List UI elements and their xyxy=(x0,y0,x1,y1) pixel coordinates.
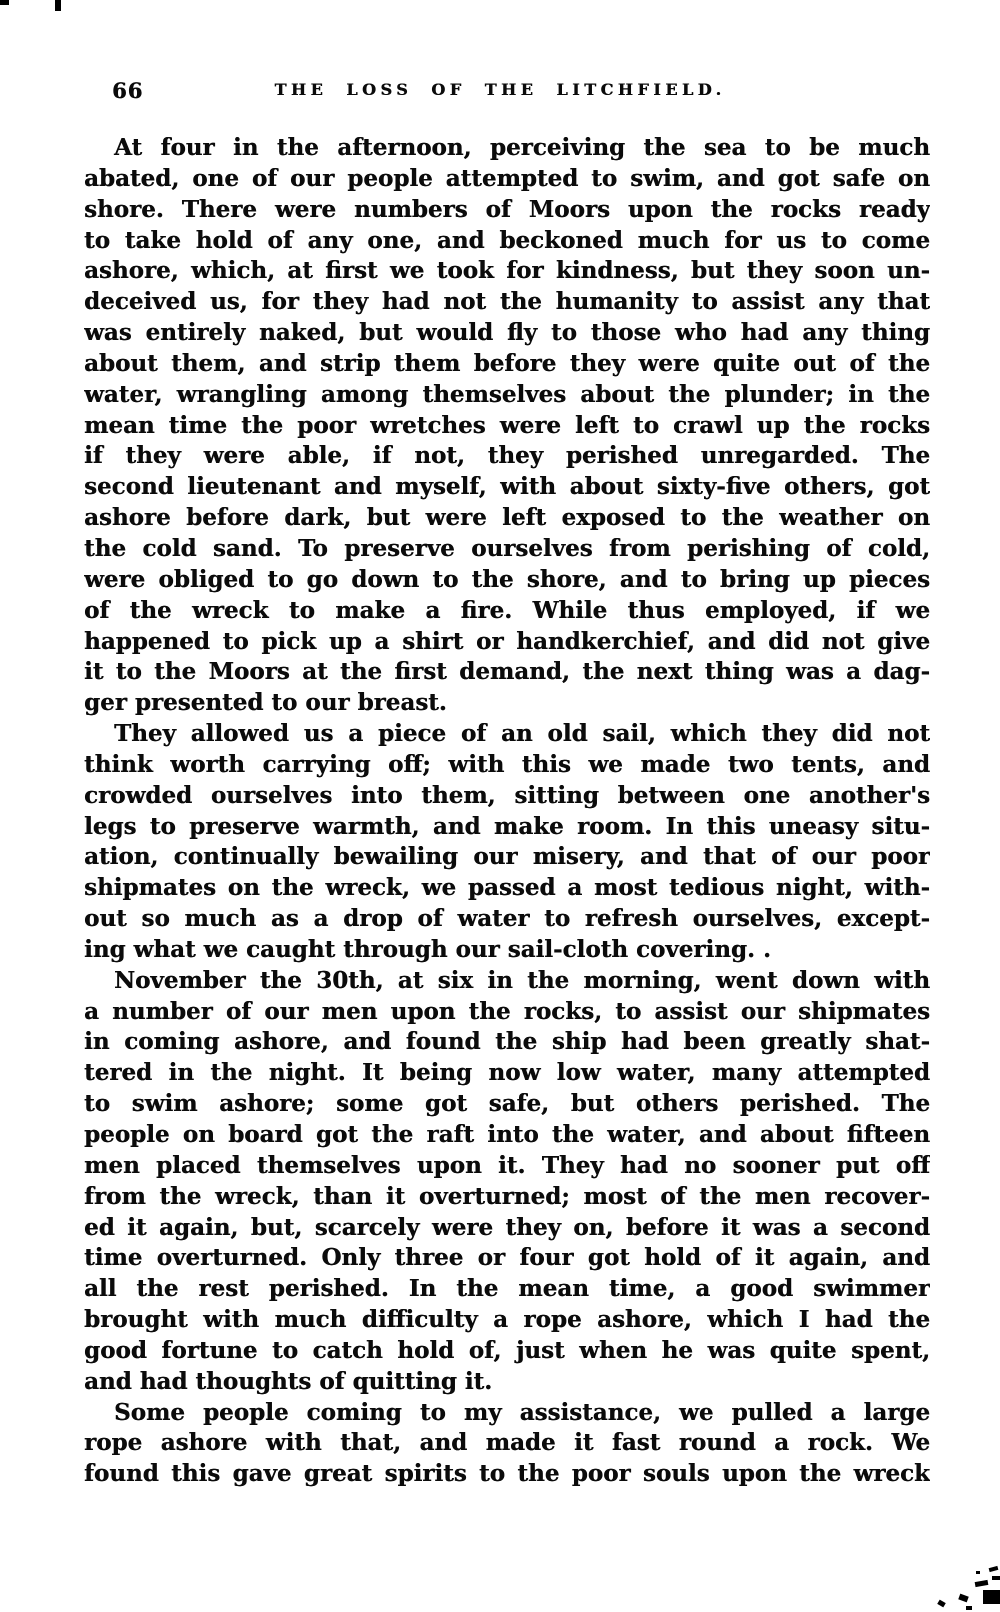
text-line: second lieutenant and myself, with about sixty-five others, got xyxy=(84,473,930,501)
text-line: if they were able, if not, they perished unregarded. The xyxy=(84,442,930,470)
text-line: a number of our men upon the rocks, to assist our shipmates xyxy=(84,997,930,1025)
text-line: of the wreck to make a fire. While thus employed, if we xyxy=(84,596,930,624)
text-line: Some people coming to my assistance, we pulled a large xyxy=(114,1398,930,1426)
running-head xyxy=(0,78,1000,108)
text-line: crowded ourselves into them, sitting between one another's xyxy=(84,781,930,809)
text-line: found this gave great spirits to the poor souls upon the wreck xyxy=(84,1460,930,1488)
page-title: THE LOSS OF THE LITCHFIELD. xyxy=(274,80,726,99)
text-line: and had thoughts of quitting it. xyxy=(84,1367,493,1395)
scan-artifact-corner xyxy=(966,1606,972,1610)
text-line: all the rest perished. In the mean time, a good swimmer xyxy=(84,1275,930,1303)
scan-artifact-top-left xyxy=(0,0,9,5)
text-line: tered in the night. It being now low water, many attempted xyxy=(84,1059,930,1087)
text-line: ger presented to our breast. xyxy=(84,689,447,717)
text-line: think worth carrying off; with this we made two tents, and xyxy=(84,750,930,778)
text-line: ashore, which, at first we took for kindness, but they soon un- xyxy=(84,257,930,285)
text-line: good fortune to catch hold of, just when he was quite spent, xyxy=(84,1336,930,1364)
text-line: was entirely naked, but would fly to those who had any thing xyxy=(84,319,930,347)
scan-artifact-corner xyxy=(989,1566,999,1572)
text-line: the cold sand. To preserve ourselves from perishing of cold, xyxy=(84,534,930,562)
text-line: out so much as a drop of water to refresh ourselves, except- xyxy=(84,905,930,933)
text-line: to swim ashore; some got safe, but others perished. The xyxy=(84,1090,930,1118)
text-line: abated, one of our people attempted to swim, and got safe on xyxy=(84,164,930,192)
text-line: They allowed us a piece of an old sail, which they did not xyxy=(114,720,930,748)
text-line: were obliged to go down to the shore, and to bring up pieces xyxy=(84,565,930,593)
body-text xyxy=(84,133,930,1490)
scan-artifact-corner xyxy=(958,1594,969,1603)
scan-artifact-corner xyxy=(992,1576,1000,1580)
text-line: deceived us, for they had not the humanity to assist any that xyxy=(84,288,930,316)
text-line: ation, continually bewailing our misery, and that of our poor xyxy=(84,843,930,871)
text-line: people on board got the raft into the water, and about fifteen xyxy=(84,1121,930,1148)
text-line: ing what we caught through our sail-cloth covering. . xyxy=(84,935,771,963)
text-line: about them, and strip them before they were quite out of the xyxy=(84,349,930,377)
scan-artifact-corner xyxy=(937,1600,946,1608)
scan-artifact-top xyxy=(55,0,61,11)
text-line: rope ashore with that, and made it fast round a rock. We xyxy=(84,1429,930,1457)
text-line: legs to preserve warmth, and make room. In this uneasy situ- xyxy=(84,812,930,840)
scan-artifact-corner xyxy=(975,1580,989,1587)
text-line: November the 30th, at six in the morning, went down with xyxy=(114,966,930,994)
text-line: ed it again, but, scarcely were they on, before it was a second xyxy=(84,1213,930,1241)
scan-artifact-corner xyxy=(983,1590,1000,1604)
text-line: shipmates on the wreck, we passed a most tedious night, with- xyxy=(84,874,930,902)
text-line: ashore before dark, but were left exposed to the weather on xyxy=(84,504,930,532)
text-line: shore. There were numbers of Moors upon the rocks ready xyxy=(84,195,930,223)
text-line: At four in the afternoon, perceiving the sea to be much xyxy=(114,134,930,161)
text-line: water, wrangling among themselves about the plunder; in the xyxy=(84,380,930,408)
text-line: in coming ashore, and found the ship had been greatly shat- xyxy=(84,1028,930,1056)
page-number: 66 xyxy=(112,78,144,103)
text-line: time overturned. Only three or four got hold of it again, and xyxy=(84,1244,930,1272)
scan-artifact-corner xyxy=(976,1571,980,1574)
text-line: mean time the poor wretches were left to crawl up the rocks xyxy=(84,411,930,439)
text-line: men placed themselves upon it. They had no sooner put off xyxy=(84,1151,930,1179)
text-line: to take hold of any one, and beckoned much for us to come xyxy=(84,226,930,254)
text-line: from the wreck, than it overturned; most of the men recover- xyxy=(84,1182,930,1210)
text-line: happened to pick up a shirt or handkerchief, and did not give xyxy=(84,627,930,655)
text-line: brought with much difficulty a rope ashore, which I had the xyxy=(84,1306,930,1334)
text-line: it to the Moors at the first demand, the next thing was a dag- xyxy=(84,658,930,686)
